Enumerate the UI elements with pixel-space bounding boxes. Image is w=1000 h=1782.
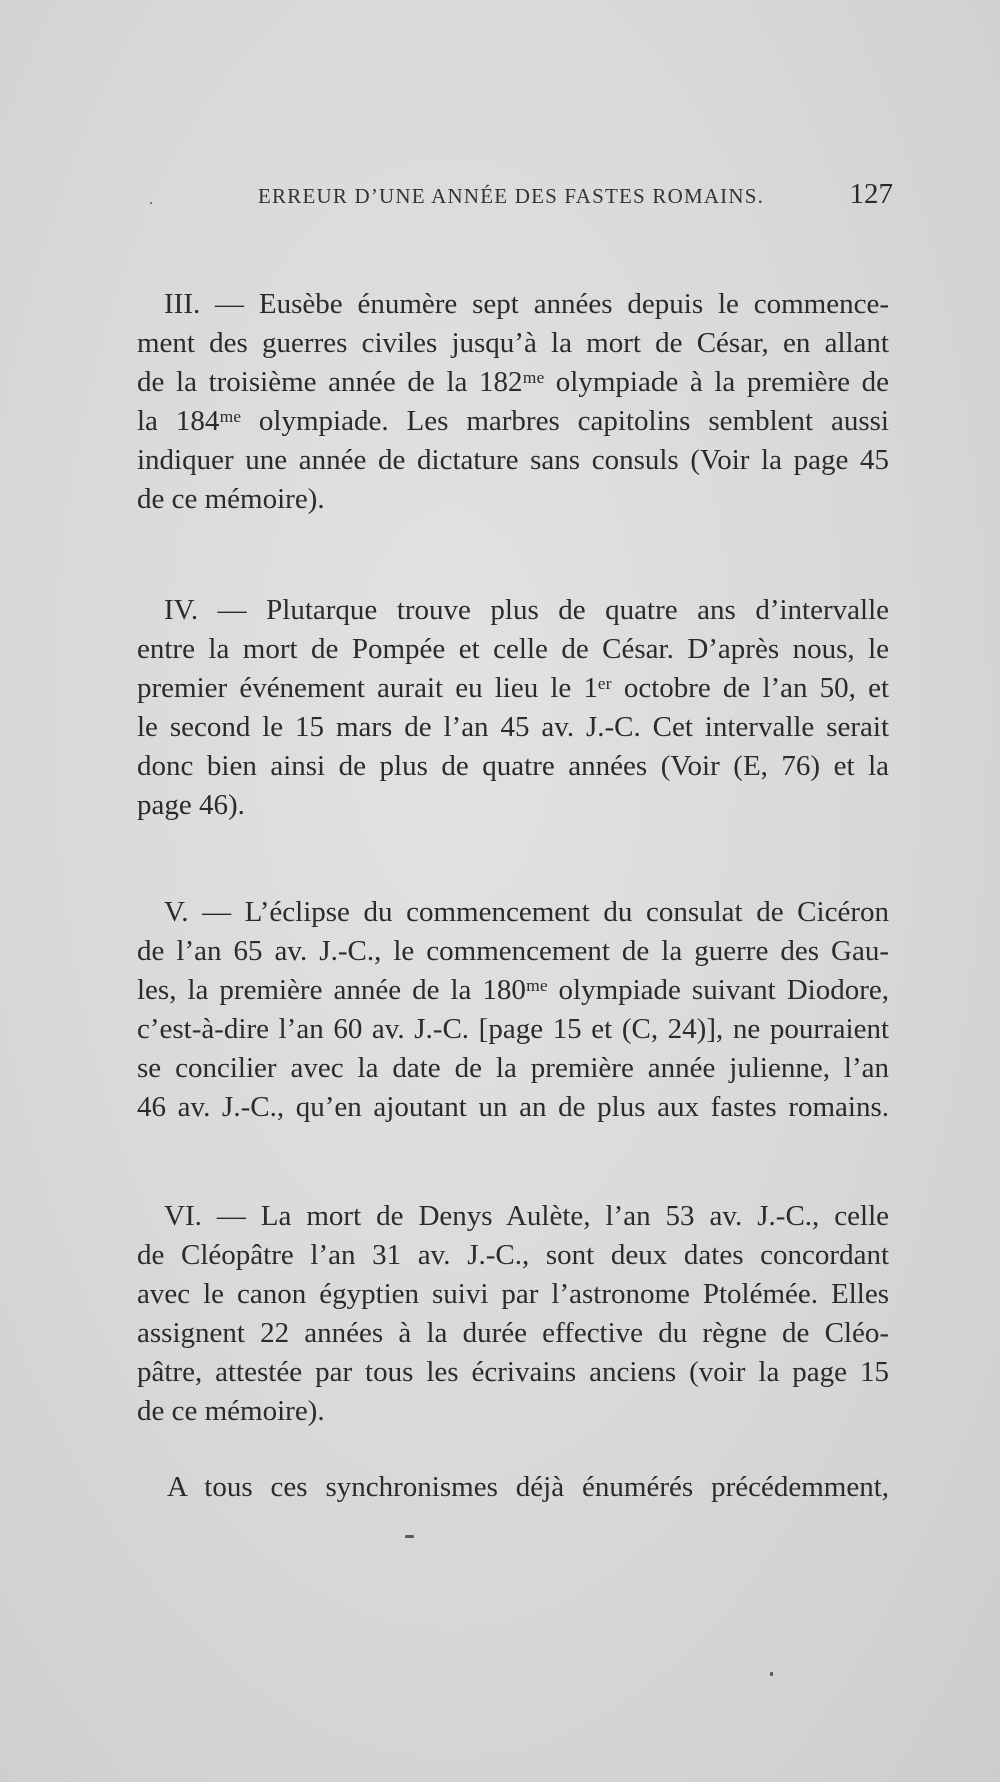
text-line: assignent 22 années à la durée effective du règne de Cléo-	[137, 1317, 889, 1349]
text-line: page 46).	[137, 789, 245, 821]
text-line: le second le 15 mars de l’an 45 av. J.-C. Cet intervalle serait	[137, 711, 889, 743]
text-line: entre la mort de Pompée et celle de César. D’après nous, le	[137, 633, 889, 665]
text-line: les, la première année de la 180ᵐᵉ olympiade suivant Diodore,	[137, 974, 889, 1006]
text-line: c’est-à-dire l’an 60 av. J.-C. [page 15 et (C, 24)], ne pourraient	[137, 1013, 889, 1045]
running-title: ERREUR D’UNE ANNÉE DES FASTES ROMAINS.	[258, 184, 765, 208]
text-line: A tous ces synchronismes déjà énumérés précédemment,	[167, 1471, 889, 1503]
page-number: 127	[849, 178, 893, 210]
text-line: V. — L’éclipse du commencement du consulat de Cicéron	[164, 896, 889, 928]
text-line: ment des guerres civiles jusqu’à la mort de César, en allant	[137, 327, 889, 359]
ink-speck	[770, 1672, 773, 1676]
text-line: donc bien ainsi de plus de quatre années (Voir (E, 76) et la	[137, 750, 889, 782]
ink-speck	[405, 1535, 414, 1538]
text-line: VI. — La mort de Denys Aulète, l’an 53 av. J.-C., celle	[164, 1200, 889, 1232]
paragraph-vi	[137, 1197, 889, 1431]
text-line: se concilier avec la date de la première année julienne, l’an	[137, 1052, 889, 1084]
text-line: de Cléopâtre l’an 31 av. J.-C., sont deux dates concordant	[137, 1239, 889, 1271]
ink-speck	[150, 202, 152, 204]
text-line: indiquer une année de dictature sans consuls (Voir la page 45	[137, 444, 889, 476]
running-head	[258, 178, 893, 218]
text-line: 46 av. J.-C., qu’en ajoutant un an de plus aux fastes romains.	[137, 1091, 889, 1123]
text-line: avec le canon égyptien suivi par l’astronome Ptolémée. Elles	[137, 1278, 889, 1310]
text-line: de ce mémoire).	[137, 1395, 325, 1427]
text-line: de l’an 65 av. J.-C., le commencement de la guerre des Gau-	[137, 935, 889, 967]
text-line: IV. — Plutarque trouve plus de quatre ans d’intervalle	[164, 594, 889, 626]
text-line: premier événement aurait eu lieu le 1ᵉʳ octobre de l’an 50, et	[137, 672, 889, 704]
paragraph-v	[137, 893, 889, 1127]
paragraph-continuation	[137, 1468, 889, 1507]
paragraph-iii	[137, 285, 889, 519]
paragraph-iv	[137, 591, 889, 825]
text-line: de la troisième année de la 182ᵐᵉ olympiade à la première de	[137, 366, 889, 398]
text-line: pâtre, attestée par tous les écrivains anciens (voir la page 15	[137, 1356, 889, 1388]
text-line: de ce mémoire).	[137, 483, 325, 515]
text-line: la 184ᵐᵉ olympiade. Les marbres capitolins semblent aussi	[137, 405, 889, 437]
text-line: III. — Eusèbe énumère sept années depuis le commence-	[164, 288, 889, 320]
